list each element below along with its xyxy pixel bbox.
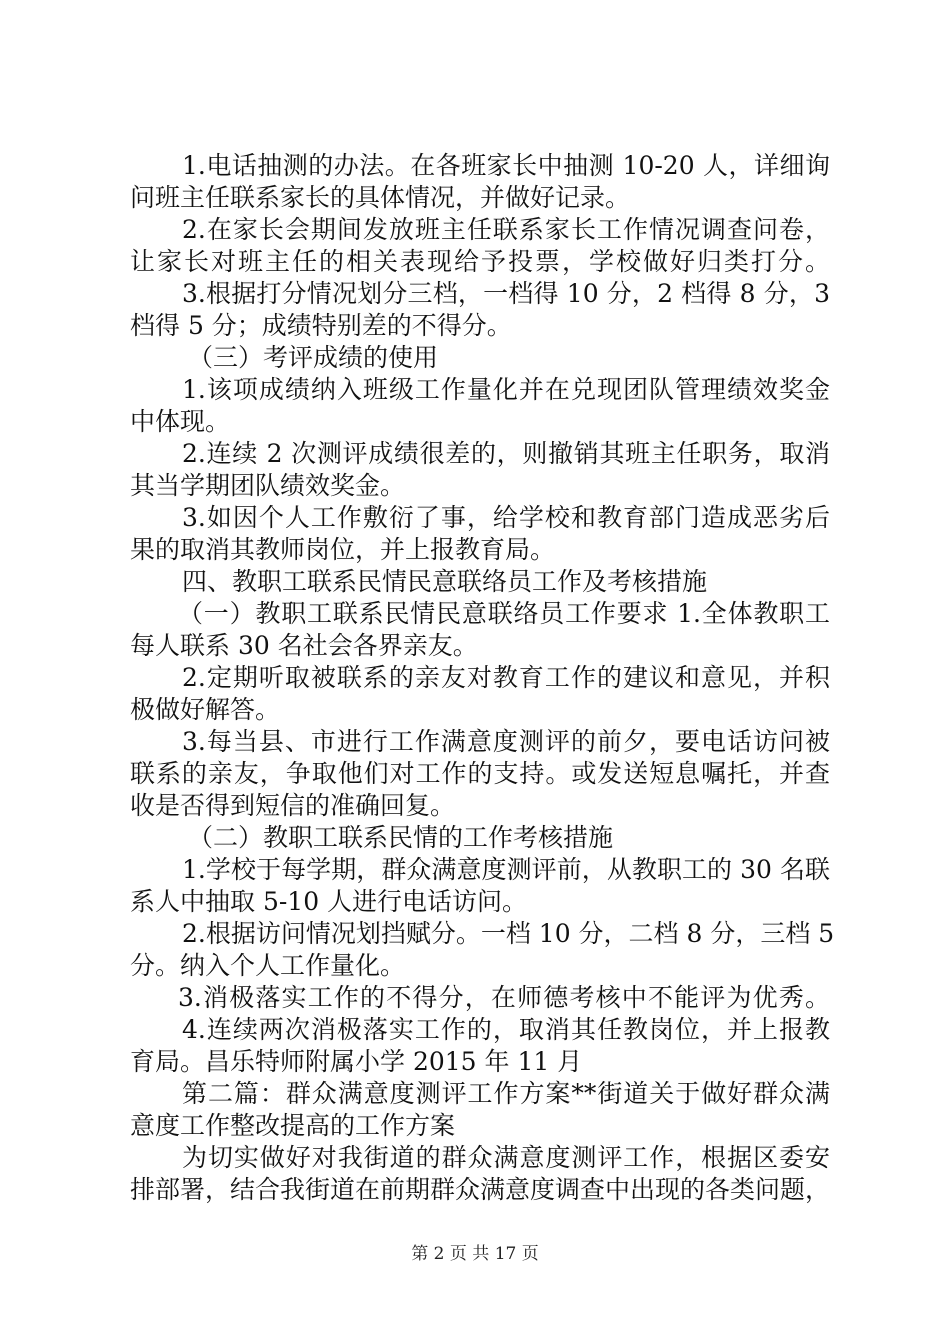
- text-line: 3.如因个人工作敷衍了事，给学校和教育部门造成恶劣后: [182, 503, 830, 532]
- text-line: 中体现。: [130, 407, 231, 436]
- section-heading: （三）考评成绩的使用: [188, 343, 439, 372]
- text-line: 果的取消其教师岗位，并上报教育局。: [130, 535, 556, 564]
- text-line: 极做好解答。: [130, 695, 281, 724]
- text-line: 收是否得到短信的准确回复。: [130, 791, 456, 820]
- text-line: 排部署，结合我街道在前期群众满意度调查中出现的各类问题，: [130, 1175, 831, 1204]
- text-line: 2.根据访问情况划挡赋分。一档 10 分，二档 8 分，三档 5: [182, 919, 835, 948]
- text-line: 其当学期团队绩效奖金。: [130, 471, 406, 500]
- page-number-label: 第 2 页 共 17 页: [411, 1244, 539, 1264]
- text-line: 第二篇：群众满意度测评工作方案**街道关于做好群众满: [182, 1079, 830, 1108]
- text-line: 档得 5 分；成绩特别差的不得分。: [130, 311, 512, 340]
- text-line: （一）教职工联系民情民意联络员工作要求 1.全体教职工: [178, 599, 830, 628]
- text-line: 3.根据打分情况划分三档，一档得 10 分，2 档得 8 分，3: [182, 279, 830, 308]
- text-line: 分。纳入个人工作量化。: [130, 951, 406, 980]
- text-line: 联系的亲友，争取他们对工作的支持。或发送短息嘱托，并查: [130, 759, 830, 788]
- text-line: 1.电话抽测的办法。在各班家长中抽测 10-20 人，详细询: [182, 151, 830, 180]
- text-line: 让家长对班主任的相关表现给予投票，学校做好归类打分。: [130, 247, 830, 276]
- text-line: 4.连续两次消极落实工作的，取消其任教岗位，并上报教: [182, 1015, 830, 1044]
- text-line: 为切实做好对我街道的群众满意度测评工作，根据区委安: [182, 1143, 830, 1172]
- text-line: 每人联系 30 名社会各界亲友。: [130, 631, 478, 660]
- text-line: 3.每当县、市进行工作满意度测评的前夕，要电话访问被: [182, 727, 830, 756]
- page-footer: [0, 1242, 950, 1266]
- text-line: 2.在家长会期间发放班主任联系家长工作情况调查问卷，: [182, 215, 830, 244]
- text-line: 育局。昌乐特师附属小学 2015 年 11 月: [130, 1047, 583, 1076]
- document-body: [130, 150, 835, 1206]
- section-heading: 四、教职工联系民情民意联络员工作及考核措施: [182, 567, 708, 596]
- text-line: 意度工作整改提高的工作方案: [130, 1111, 456, 1140]
- text-line: 1.学校于每学期，群众满意度测评前，从教职工的 30 名联: [182, 855, 830, 884]
- text-line: 2.定期听取被联系的亲友对教育工作的建议和意见，并积: [182, 663, 830, 692]
- text-line: 问班主任联系家长的具体情况，并做好记录。: [130, 183, 631, 212]
- text-line: 3.消极落实工作的不得分，在师德考核中不能评为优秀。: [178, 983, 830, 1012]
- text-line: 2.连续 2 次测评成绩很差的，则撤销其班主任职务，取消: [182, 439, 830, 468]
- text-line: 系人中抽取 5-10 人进行电话访问。: [130, 887, 528, 916]
- section-heading: （二）教职工联系民情的工作考核措施: [188, 823, 614, 852]
- text-line: 1.该项成绩纳入班级工作量化并在兑现团队管理绩效奖金: [182, 375, 830, 404]
